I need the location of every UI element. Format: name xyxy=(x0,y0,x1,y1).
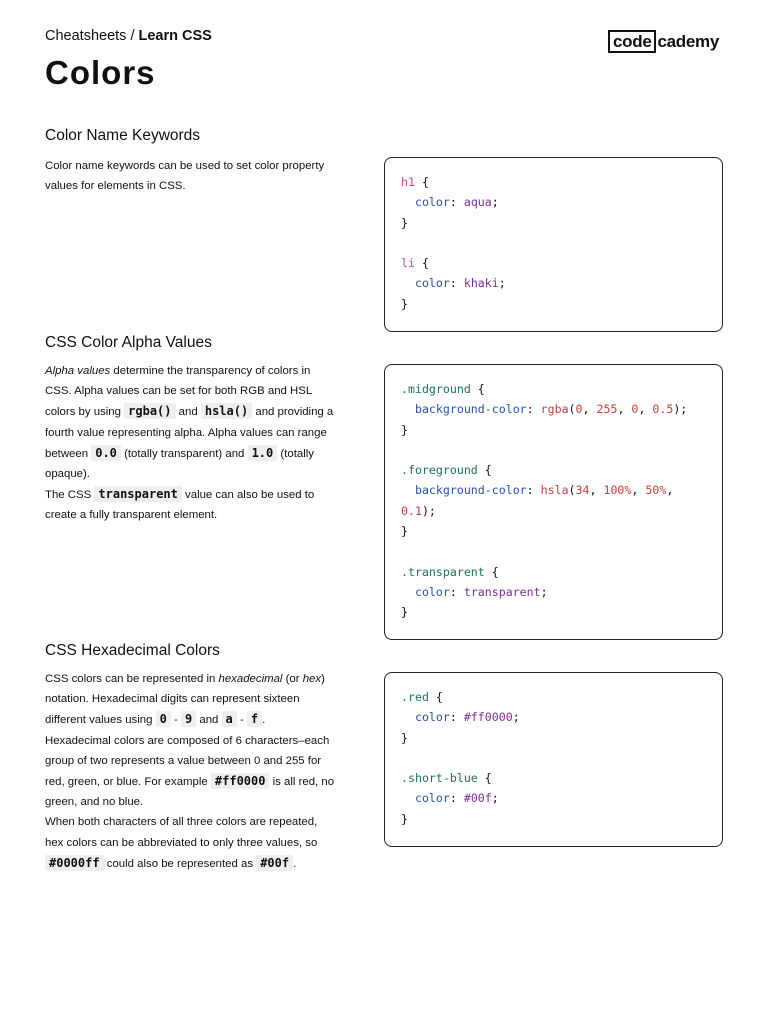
code-token: li xyxy=(401,256,415,271)
section-desc-keywords: Color name keywords can be used to set color property values for elements in CSS. xyxy=(45,160,325,193)
code-token: aqua xyxy=(463,195,492,210)
code-token: .short-blue xyxy=(401,771,478,786)
text-run: When both characters of all three colors are repeated, hex colors can be abbreviated to only three values, so xyxy=(45,816,318,849)
text-run: - xyxy=(170,714,181,727)
code-token: khaki xyxy=(463,276,499,291)
text-run xyxy=(45,361,337,484)
text-run: . xyxy=(262,714,266,727)
text-run: and xyxy=(175,406,201,419)
code-token: 0.1 xyxy=(401,503,422,518)
text-run: value can also be used to create a fully transparent element. xyxy=(45,489,315,522)
page-title: Colors xyxy=(45,54,156,91)
inline-code: rgba() xyxy=(124,403,175,419)
text-run: CSS colors can be represented in xyxy=(45,673,219,685)
text-run xyxy=(45,484,337,525)
code-token: #00f xyxy=(463,791,492,806)
section-title-keywords: Color Name Keywords xyxy=(45,127,201,144)
text-run: The CSS xyxy=(45,489,95,502)
logo-code: code xyxy=(608,30,656,53)
code-token: background-color xyxy=(414,402,527,417)
code-token: 0.5 xyxy=(652,402,674,417)
code-token: color xyxy=(414,791,450,806)
code-token: color xyxy=(414,276,450,291)
inline-code: transparent xyxy=(94,486,181,502)
code-block-alpha: .midground { background-color: rgba(0, 255, 0, 0.5); } .foreground { background-color: hsla(34, 100%, 50%, 0.1); } .transparent { color: transparent; } xyxy=(384,364,723,640)
code-token: 0 xyxy=(631,402,639,417)
inline-code: 1.0 xyxy=(248,445,278,461)
code-token: .foreground xyxy=(401,463,478,478)
code-token: color xyxy=(414,584,450,599)
code-block-hex: .red { color: #ff0000; } .short-blue { color: #00f; } xyxy=(384,672,723,847)
text-run: . xyxy=(293,857,297,870)
inline-code: 9 xyxy=(181,711,196,727)
code-token: 34 xyxy=(575,483,590,498)
text-run: Alpha values xyxy=(45,365,111,377)
code-token: .transparent xyxy=(401,564,485,579)
section-desc-hex xyxy=(45,669,337,874)
breadcrumb-parent[interactable]: Cheatsheets xyxy=(45,28,127,44)
text-run: - xyxy=(236,714,247,727)
text-run: could also be represented as xyxy=(103,857,257,870)
breadcrumb-current[interactable]: Learn CSS xyxy=(138,28,212,44)
inline-code: #00f xyxy=(256,855,293,871)
code-token: hsla xyxy=(540,483,569,498)
text-run: is all red, no green, and no blue. xyxy=(45,776,335,809)
code-token: 50% xyxy=(645,483,667,498)
codecademy-logo[interactable] xyxy=(608,30,719,54)
text-run xyxy=(45,812,337,874)
inline-code: f xyxy=(247,711,262,727)
code-token: transparent xyxy=(463,584,541,599)
code-token: 255 xyxy=(596,402,618,417)
text-run: and providing a fourth value representing alpha. Alpha values can range between xyxy=(45,406,334,460)
code-token: color xyxy=(414,195,450,210)
code-token: #ff0000 xyxy=(463,710,513,725)
inline-code: #ff0000 xyxy=(211,773,270,789)
section-title-alpha: CSS Color Alpha Values xyxy=(45,334,212,351)
text-run: (totally opaque). xyxy=(45,447,314,481)
inline-code: 0 xyxy=(156,711,171,727)
code-token: rgba xyxy=(540,402,569,417)
breadcrumb-separator: / xyxy=(126,28,139,44)
code-token: 0 xyxy=(575,402,583,417)
text-run: determine the transparency of colors in CSS. Alpha values can be set for both RGB and HSL colors by using xyxy=(45,365,312,419)
breadcrumb xyxy=(45,28,212,44)
text-run: (totally transparent) and xyxy=(120,447,248,460)
text-run: ) notation. Hexadecimal digits can represent sixteen different values using xyxy=(45,673,325,727)
text-run xyxy=(45,669,337,731)
text-run: (or xyxy=(282,673,303,685)
inline-code: #0000ff xyxy=(45,855,104,871)
code-token: .midground xyxy=(401,382,471,396)
inline-code: a xyxy=(222,711,237,727)
inline-code: 0.0 xyxy=(91,445,121,461)
code-token: 100% xyxy=(603,483,632,498)
section-title-hex: CSS Hexadecimal Colors xyxy=(45,642,220,659)
code-token: h1 xyxy=(401,175,415,189)
text-run xyxy=(45,731,337,813)
logo-cademy: cademy xyxy=(657,32,720,51)
text-run: and xyxy=(196,714,222,727)
section-desc-alpha xyxy=(45,361,337,526)
code-token: background-color xyxy=(414,483,527,498)
code-token: color xyxy=(414,710,450,725)
text-run: hexadecimal xyxy=(218,673,283,685)
inline-code: hsla() xyxy=(201,403,252,419)
text-run: hex xyxy=(302,673,322,685)
text-run: Hexadecimal colors are composed of 6 characters–each group of two represents a value between 0 and 255 for red, green, or blue. For example xyxy=(45,734,330,789)
code-token: .red xyxy=(401,690,429,704)
code-block-keywords: h1 { color: aqua; } li { color: khaki; } xyxy=(384,157,723,332)
